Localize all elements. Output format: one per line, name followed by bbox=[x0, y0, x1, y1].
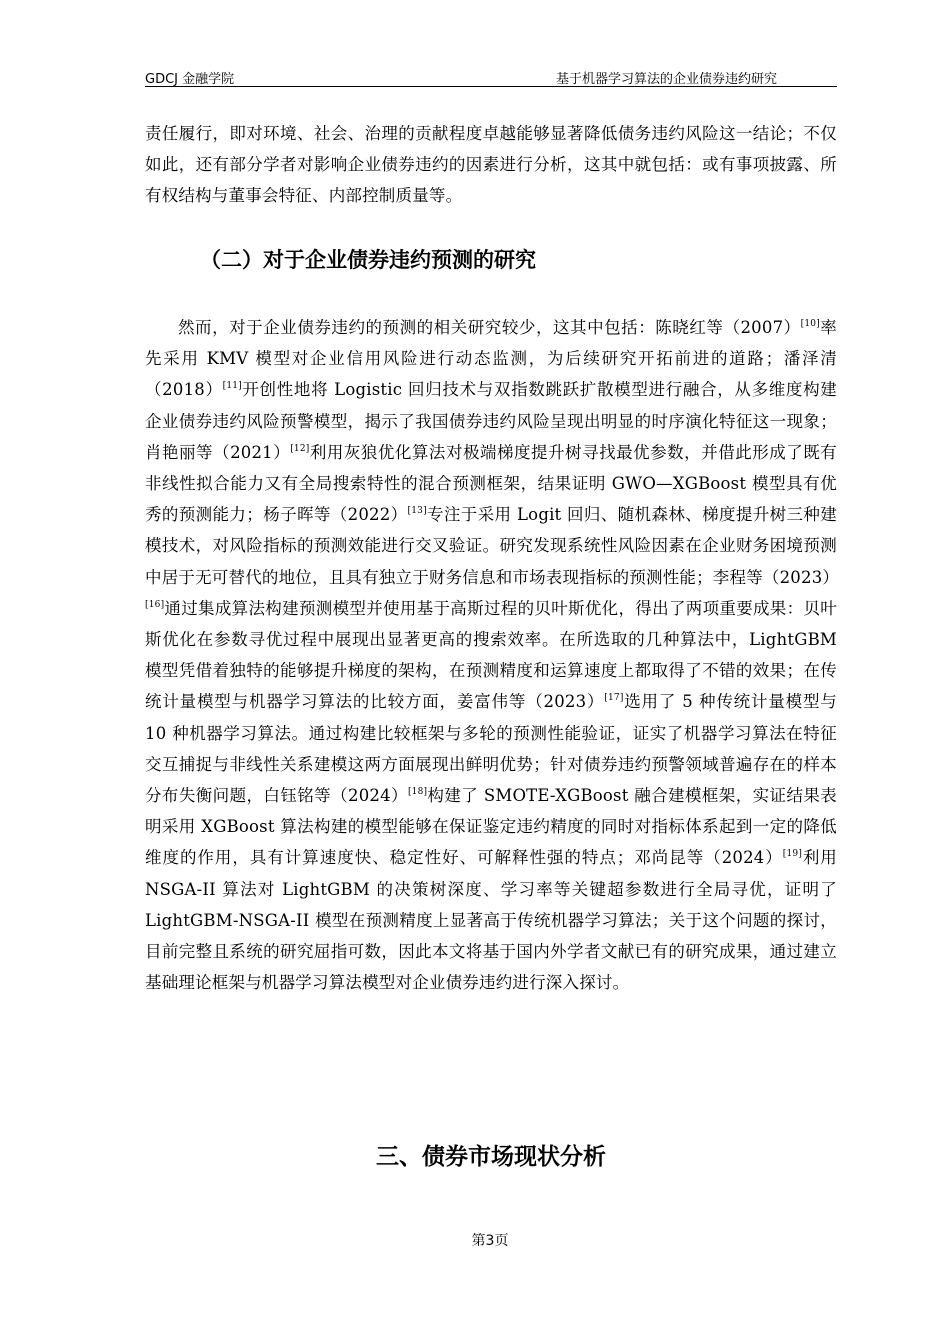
text-run: 开创性地将 Logistic 回归技术与双指数跳跃扩散模型进行融合，从多维度构建企业债券违约风险预警模型，揭示了我国债券违约风险呈现出明显的时序演化特征这一现象；肖艳丽等（2021） bbox=[145, 380, 837, 462]
text-run: 构建了 SMOTE-XGBoost 融合建模框架，实证结果表明采用 XGBoost 算法构建的模型能够在保证鉴定违约精度的同时对指标体系起到一定的降低维度的作用，具有计算速度快、稳定性好、可解释性强的特点；邓尚昆等（2024） bbox=[145, 786, 837, 868]
section-heading-2: （二）对于企业债券违约预测的研究 bbox=[200, 248, 536, 272]
citation: [11] bbox=[222, 381, 242, 392]
citation: [13] bbox=[407, 506, 427, 517]
paragraph-2 bbox=[145, 312, 840, 998]
citation: [16] bbox=[145, 599, 165, 610]
text-run: 率先采用 KMV 模型对企业信用风险进行动态监测，为后续研究开拓前进的道路；潘泽清（2018） bbox=[145, 318, 837, 400]
text-run: 利用 NSGA-II 算法对 LightGBM 的决策树深度、学习率等关键超参数进行全局寻优，证明了 LightGBM-NSGA-II 模型在预测精度上显著高于传统机器学习算法；关于这个问题的探讨，目前完整且系统的研究屈指可数，因此本文将基于国内外学者文献已有的研究成果，通过建立基础理论框架与机器学习算法模型对企业债券违约进行深入探讨。 bbox=[145, 848, 837, 993]
citation: [17] bbox=[604, 693, 624, 704]
text-run: 通过集成算法构建预测模型并使用基于高斯过程的贝叶斯优化，得出了两项重要成果：贝叶斯优化在参数寻优过程中展现出显著更高的搜索效率。在所选取的几种算法中，LightGBM 模型凭借着独特的能够提升梯度的架构，在预测精度和运算速度上都取得了不错的效果；在传统计量模型与机器学习算法的比较方面，姜富伟等（2023） bbox=[145, 598, 837, 712]
page-number: 第3页 bbox=[471, 1233, 509, 1249]
paragraph-2-text bbox=[145, 312, 840, 998]
citation: [10] bbox=[800, 319, 820, 329]
text-run: 专注于采用 Logit 回归、随机森林、梯度提升树三种建模技术，对风险指标的预测效能进行交叉验证。研究发现系统性风险因素在企业财务困境预测中居于无可替代的地位，且具有独立于财务信息和市场表现指标的预测性能；李程等（2023） bbox=[145, 505, 840, 587]
citation: [19] bbox=[782, 849, 803, 860]
text-run: 选用了 5 种传统计量模型与 10 种机器学习算法。通过构建比较框架与多轮的预测性能验证，证实了机器学习算法在特征交互捕捉与非线性关系建模这两方面展现出鲜明优势；针对债券违约预警领域普遍存在的样本分布失衡问题，白钰铭等（2024） bbox=[145, 692, 838, 806]
section-heading-1: 三、债券市场现状分析 bbox=[376, 1144, 606, 1170]
paragraph-1 bbox=[145, 118, 837, 212]
header-left: GDCJ 金融学院 bbox=[145, 72, 235, 87]
header-right: 基于机器学习算法的企业债券违约研究 bbox=[555, 72, 777, 87]
text-run: 然而，对于企业债券违约的预测的相关研究较少，这其中包括：陈晓红等（2007） bbox=[178, 318, 801, 337]
paragraph-1-text: 责任履行，即对环境、社会、治理的贡献程度卓越能够显著降低债务违约风险这一结论；不仅如此，还有部分学者对影响企业债券违约的因素进行分析，这其中就包括：或有事项披露、所有权结构与董事会特征、内部控制质量等。 bbox=[145, 124, 837, 206]
citation: [18] bbox=[407, 787, 428, 798]
text-run: 利用灰狼优化算法对极端梯度提升树寻找最优参数，并借此形成了既有非线性拟合能力又有全局搜索特性的混合预测框架，结果证明 GWO—XGBoost 模型具有优秀的预测能力；杨子晖等（2022） bbox=[145, 442, 838, 525]
page-header bbox=[145, 66, 837, 87]
citation: [12] bbox=[290, 443, 310, 454]
